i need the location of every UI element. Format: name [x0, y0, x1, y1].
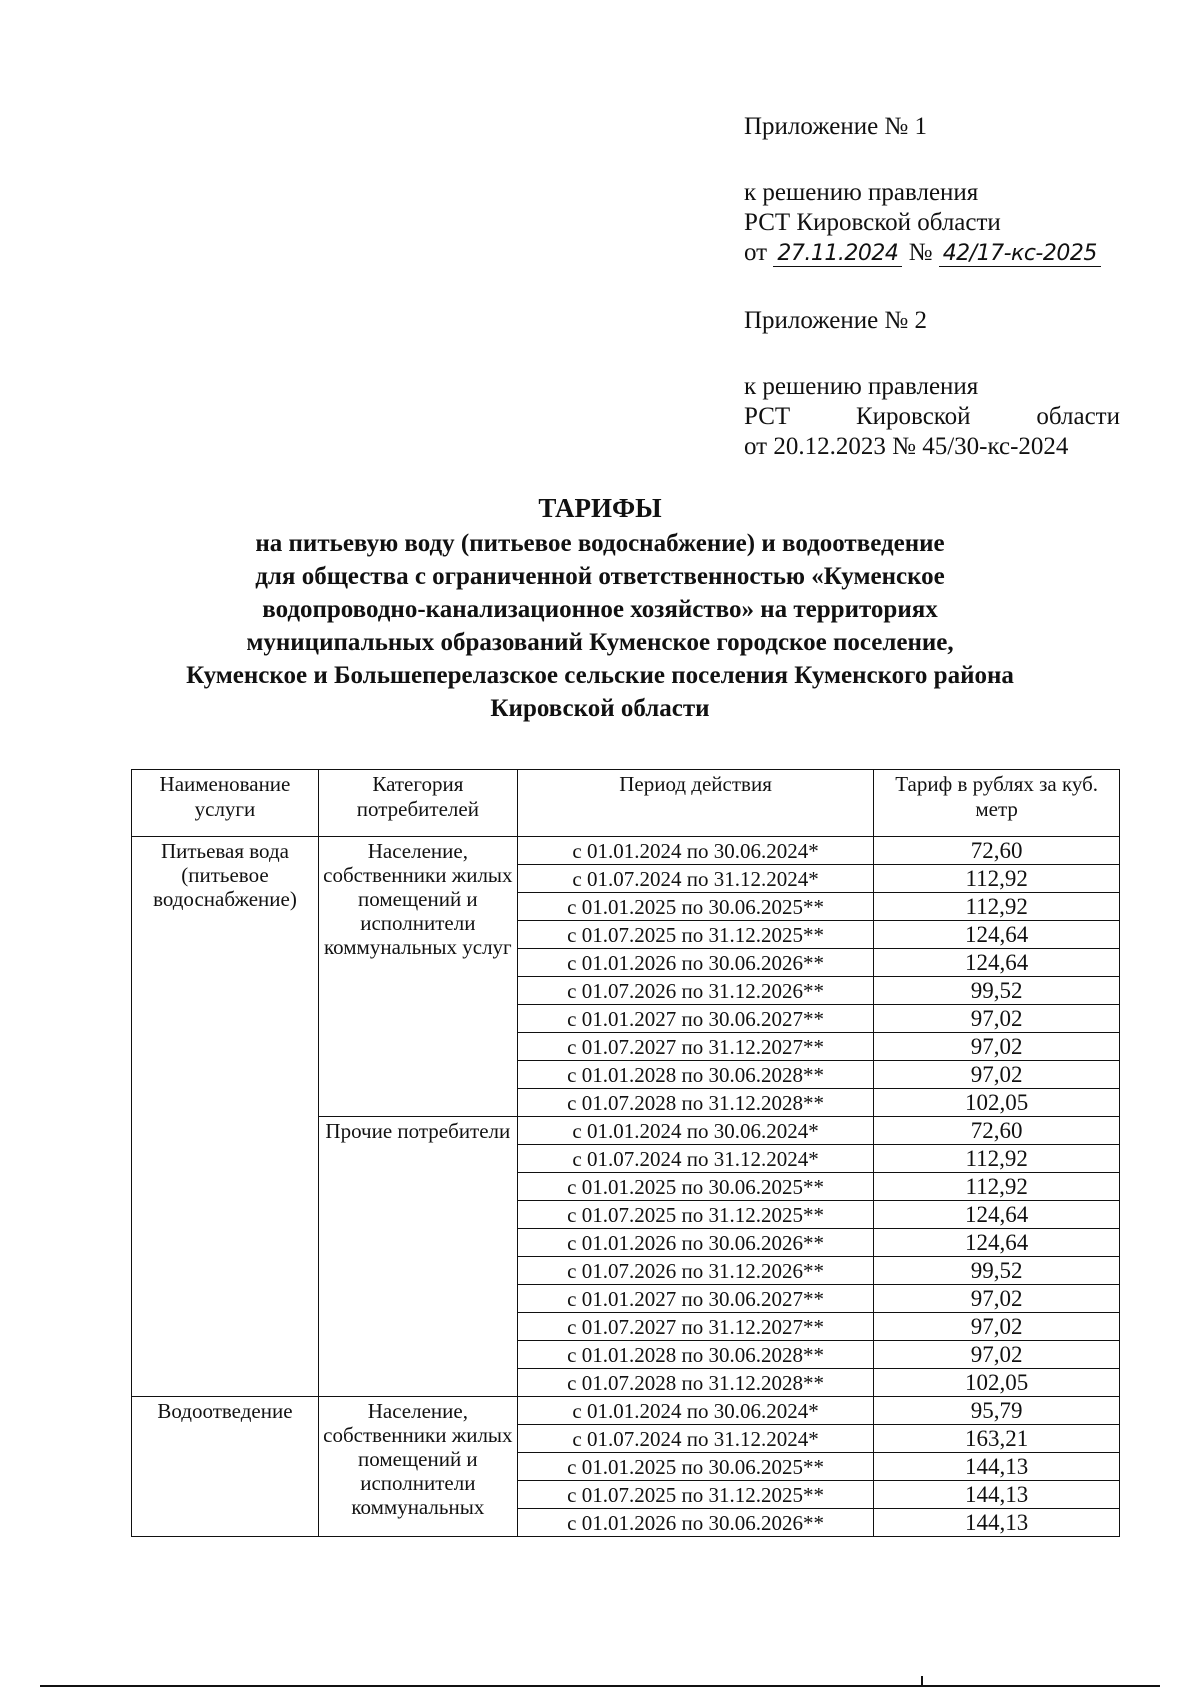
period-cell: с 01.07.2025 по 31.12.2025**	[517, 1481, 874, 1509]
tariff-cell: 112,92	[874, 893, 1120, 921]
appendix-1-block	[744, 112, 1120, 269]
tariff-cell: 144,13	[874, 1509, 1120, 1537]
period-cell: с 01.07.2024 по 31.12.2024*	[517, 865, 874, 893]
period-cell: с 01.01.2026 по 30.06.2026**	[517, 1229, 874, 1257]
period-cell: с 01.07.2027 по 31.12.2027**	[517, 1313, 874, 1341]
period-cell: с 01.07.2024 по 31.12.2024*	[517, 1425, 874, 1453]
tariff-cell: 144,13	[874, 1453, 1120, 1481]
period-cell: с 01.07.2026 по 31.12.2026**	[517, 977, 874, 1005]
header-service-name: Наименование услуги	[132, 770, 319, 837]
tariff-cell: 102,05	[874, 1089, 1120, 1117]
heading-line: Куменское и Большеперелазское сельские поселения Куменского района	[186, 662, 1014, 689]
period-cell: с 01.01.2028 по 30.06.2028**	[517, 1341, 874, 1369]
tariff-table	[131, 769, 1120, 1537]
handwritten-date: 27.11.2024	[773, 241, 902, 267]
heading-line: Кировской области	[490, 695, 710, 722]
appendix-2-title: Приложение № 2	[744, 307, 928, 334]
consumer-category-cell: Население, собственники жилых помещений и исполнители коммунальных услуг	[318, 837, 517, 1117]
heading-line: водопроводно-канализационное хозяйство» на территориях	[262, 596, 938, 623]
appendix-2-authority-word: РСТ	[744, 403, 791, 430]
tariff-cell: 97,02	[874, 1061, 1120, 1089]
appendix-2-authority-word: Кировской	[856, 403, 971, 430]
tariff-cell: 72,60	[874, 1117, 1120, 1145]
heading-line: для общества с ограниченной ответственностью «Куменское	[255, 563, 945, 590]
tariff-table-body	[132, 837, 1120, 1537]
tariff-cell: 97,02	[874, 1313, 1120, 1341]
consumer-category-cell: Население, собственники жилых помещений и исполнители коммунальных	[318, 1397, 517, 1537]
table-header-row	[132, 770, 1120, 837]
appendix-1-from-prefix: от	[744, 239, 768, 266]
header-consumer-category: Категория потребителей	[318, 770, 517, 837]
period-cell: с 01.01.2025 по 30.06.2025**	[517, 1453, 874, 1481]
appendix-1-decision-line: к решению правления	[744, 179, 979, 206]
tariff-cell: 99,52	[874, 977, 1120, 1005]
tariff-cell: 124,64	[874, 1201, 1120, 1229]
tariff-cell: 72,60	[874, 837, 1120, 865]
period-cell: с 01.01.2024 по 30.06.2024*	[517, 1397, 874, 1425]
tariff-cell: 144,13	[874, 1481, 1120, 1509]
tariff-cell: 97,02	[874, 1285, 1120, 1313]
table-row	[132, 837, 1120, 865]
header-tariff: Тариф в рублях за куб. метр	[874, 770, 1120, 837]
tariff-cell: 102,05	[874, 1369, 1120, 1397]
service-name-cell: Питьевая вода (питьевое водоснабжение)	[132, 837, 319, 1397]
bottom-divider	[40, 1685, 1160, 1687]
appendix-2-authority-word: области	[1036, 403, 1120, 430]
tariff-cell: 97,02	[874, 1033, 1120, 1061]
document-heading	[120, 492, 1080, 725]
handwritten-number: 42/17-кс-2025	[939, 241, 1101, 267]
appendix-2-block	[744, 306, 1120, 462]
tariff-cell: 124,64	[874, 1229, 1120, 1257]
period-cell: с 01.01.2025 по 30.06.2025**	[517, 893, 874, 921]
tariff-cell: 112,92	[874, 1145, 1120, 1173]
period-cell: с 01.07.2025 по 31.12.2025**	[517, 1201, 874, 1229]
appendix-2-authority-line	[744, 402, 1120, 432]
period-cell: с 01.07.2028 по 31.12.2028**	[517, 1089, 874, 1117]
bottom-divider-tick	[921, 1676, 923, 1686]
tariff-cell: 99,52	[874, 1257, 1120, 1285]
period-cell: с 01.01.2026 по 30.06.2026**	[517, 949, 874, 977]
tariff-cell: 124,64	[874, 949, 1120, 977]
appendix-1-number-prefix: №	[908, 239, 933, 266]
heading-line: муниципальных образований Куменское городское поселение,	[246, 629, 954, 656]
appendix-1-authority-line: РСТ Кировской области	[744, 209, 1001, 236]
tariff-cell: 95,79	[874, 1397, 1120, 1425]
tariff-cell: 97,02	[874, 1005, 1120, 1033]
consumer-category-cell: Прочие потребители	[318, 1117, 517, 1397]
period-cell: с 01.07.2027 по 31.12.2027**	[517, 1033, 874, 1061]
period-cell: с 01.07.2028 по 31.12.2028**	[517, 1369, 874, 1397]
appendix-1-date-number-line	[744, 238, 1120, 269]
tariff-cell: 124,64	[874, 921, 1120, 949]
appendix-2-decision-line: к решению правления	[744, 373, 979, 400]
service-name-cell: Водоотведение	[132, 1397, 319, 1537]
heading-line: на питьевую воду (питьевое водоснабжение) и водоотведение	[255, 530, 945, 557]
table-row	[132, 1397, 1120, 1425]
header-validity-period: Период действия	[517, 770, 874, 837]
document-title: ТАРИФЫ	[538, 493, 662, 523]
tariff-cell: 163,21	[874, 1425, 1120, 1453]
tariff-cell: 97,02	[874, 1341, 1120, 1369]
period-cell: с 01.07.2026 по 31.12.2026**	[517, 1257, 874, 1285]
period-cell: с 01.01.2025 по 30.06.2025**	[517, 1173, 874, 1201]
period-cell: с 01.01.2027 по 30.06.2027**	[517, 1285, 874, 1313]
appendix-2-date-number-line: от 20.12.2023 № 45/30-кс-2024	[744, 433, 1069, 460]
period-cell: с 01.01.2024 по 30.06.2024*	[517, 837, 874, 865]
period-cell: с 01.01.2024 по 30.06.2024*	[517, 1117, 874, 1145]
tariff-cell: 112,92	[874, 1173, 1120, 1201]
period-cell: с 01.01.2028 по 30.06.2028**	[517, 1061, 874, 1089]
appendix-1-title: Приложение № 1	[744, 113, 928, 140]
period-cell: с 01.01.2027 по 30.06.2027**	[517, 1005, 874, 1033]
period-cell: с 01.07.2024 по 31.12.2024*	[517, 1145, 874, 1173]
period-cell: с 01.01.2026 по 30.06.2026**	[517, 1509, 874, 1537]
tariff-cell: 112,92	[874, 865, 1120, 893]
period-cell: с 01.07.2025 по 31.12.2025**	[517, 921, 874, 949]
